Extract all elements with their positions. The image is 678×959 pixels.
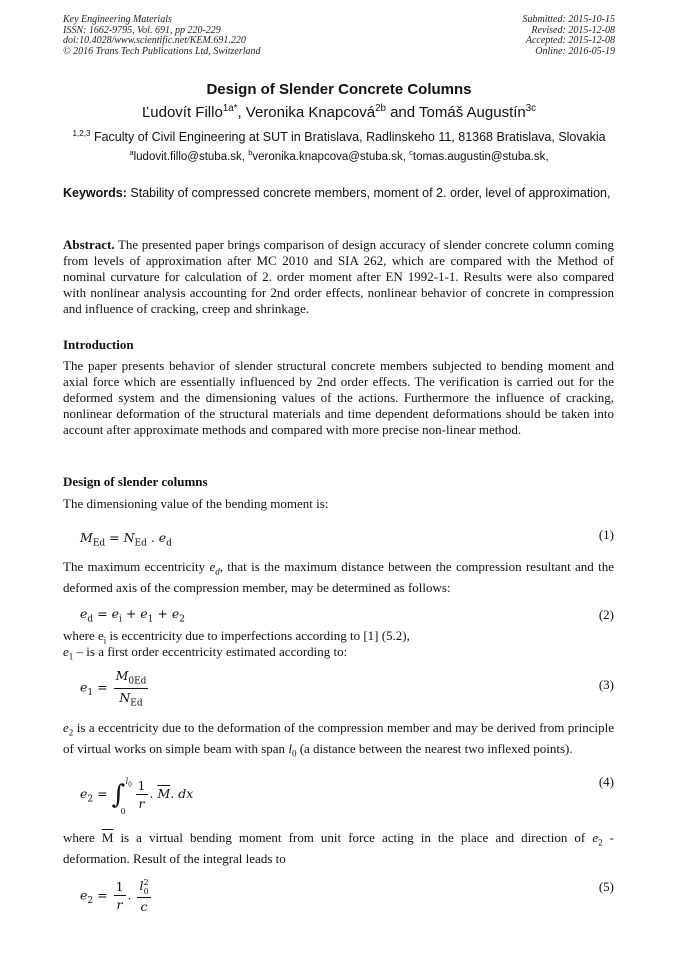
author-sep: , (237, 104, 246, 121)
email-link[interactable]: ludovit.fillo@stuba.sk, (133, 151, 249, 163)
author-sup: 3c (525, 103, 537, 114)
email-sup: a (129, 148, 134, 158)
introduction-heading: Introduction (63, 337, 134, 352)
equation-number: (2) (598, 607, 614, 622)
text-var: l (288, 740, 292, 756)
design-heading: Design of slender columns (63, 474, 208, 489)
equation-4: $e_2$ = ∫ $l_0$ 0 $\frac{1}{r}$ . $\overline{M}$. dx (80, 776, 194, 816)
text-run: where e (63, 628, 104, 643)
text-sub: 1 (68, 651, 74, 662)
text-sub: 0 (291, 748, 297, 759)
equation-number: (1) (598, 527, 614, 542)
header-line: © 2016 Trans Tech Publications Ltd, Switzerland (63, 45, 261, 57)
text-var: e (63, 720, 69, 735)
author-sup: 2b (375, 103, 386, 114)
text-sub: 2 (68, 727, 74, 738)
author-name: Tomáš Augustín (419, 104, 526, 121)
design-paragraph (63, 830, 614, 867)
text-run: - deformation. Result of the integral leads to (63, 830, 614, 866)
header-line: doi:10.4028/www.scientific.net/KEM.691.220 (63, 35, 246, 46)
keywords-text: Stability of compressed concrete members, moment of 2. order, level of approximation, (126, 186, 611, 200)
email-sup: b (248, 148, 253, 158)
author-sep: and (385, 104, 420, 121)
email-list (0, 148, 678, 163)
email-link[interactable]: veronika.knapcova@stuba.sk, (252, 151, 410, 163)
journal-header-right (523, 15, 616, 57)
abstract (63, 237, 614, 317)
text-run: is eccentricity due to imperfections according to [1] (5.2), (106, 628, 410, 643)
header-line: Submitted: 2015-10-15 (522, 14, 615, 25)
email-sup: c (409, 148, 413, 158)
header-line: ISSN: 1662-9795, Vol. 691, pp 220-229 (63, 24, 221, 36)
abstract-label: Abstract. (63, 237, 115, 252)
introduction-text: The paper presents behavior of slender structural concrete members subjected to bending moment and axial force which are essentially influenced by 2nd order effects. The verification is carried out for the deformed system and the dimensioning values of the actions. Furthermore the influence of cracking, nonlinear deformation of the structural materials and time dependent deformations should be taken into account after approximate methods and compared with more precise non-linear method. (63, 358, 614, 437)
equation-2: $e_d = e_i + e_1 + e_2$ (80, 606, 186, 625)
equation-5: $e_2$ = $\frac{1}{r}$ . $\frac{l^2_0}{c}$ (80, 877, 149, 914)
text-var: e (592, 830, 599, 845)
text-run: is a eccentricity due to the deformation of the compression member and may be derived from principle of virtual works on simple beam with span (63, 720, 614, 756)
equation-1: $M_{Ed} = N_{Ed}$ . $e_d$ (80, 530, 172, 549)
text-var: $\overline{M}$ (101, 830, 114, 845)
equation-number: (5) (598, 879, 614, 894)
design-paragraph (63, 644, 614, 665)
author-list (0, 104, 678, 121)
text-sub: 2 (598, 837, 603, 848)
author-sup: 1a* (222, 103, 238, 114)
affiliation-text: Faculty of Civil Engineering at SUT in Bratislava, Radlinskeho 11, 81368 Bratislava, Slovakia (90, 130, 606, 144)
header-line: Key Engineering Materials (63, 14, 172, 25)
text-run: (a distance between the nearest two inflexed points). (296, 740, 573, 756)
author-name: Ľudovít Fillo (141, 104, 223, 121)
equation-number: (3) (598, 677, 614, 692)
text-var: e (209, 559, 216, 574)
design-paragraph (63, 559, 614, 596)
text-sub: d (215, 566, 220, 577)
design-paragraph (63, 720, 614, 761)
text-run: , that is the maximum distance between the compression resultant and the deformed axis of the compression member, may be determined as follows: (63, 559, 614, 595)
header-line: Online: 2016-05-19 (535, 45, 615, 57)
affiliation-sup: 1,2,3 (72, 128, 91, 138)
paper-title: Design of Slender Concrete Columns (206, 81, 472, 98)
text-run: is a virtual bending moment from unit force acting in the place and direction of (113, 830, 593, 845)
author-name: Veronika Knapcová (245, 104, 376, 121)
design-paragraph: The dimensioning value of the bending moment is: (63, 496, 329, 511)
journal-header-left (63, 15, 261, 57)
affiliation (0, 130, 678, 144)
keywords-label: Keywords: (63, 186, 127, 200)
equation-3: $e_1$ = $\frac{M_{0Ed}}{N_{Ed}}$ (80, 668, 147, 708)
header-line: Revised: 2015-12-08 (531, 24, 615, 36)
text-sub: i (103, 635, 107, 646)
text-run: The maximum eccentricity (63, 559, 210, 574)
email-link[interactable]: tomas.augustin@stuba.sk, (412, 151, 549, 163)
keywords (63, 186, 614, 202)
text-var: e (63, 644, 69, 659)
equation-number: (4) (598, 774, 614, 789)
abstract-text: The presented paper brings comparison of design accuracy of slender concrete column coming from levels of approximation after MC 2010 and SIA 262, which are compared with the Method of nominal curvature for calculation of 2. order moment after EN 1992-1-1. Results were also compared with nonlinear analysis accounting for 2nd order effects, nonlinear behavior of concrete in compression and influence of cracking, creep and shrinkage. (63, 237, 614, 316)
text-run: where (63, 830, 102, 845)
text-run: – is a first order eccentricity estimated according to: (73, 644, 348, 659)
header-line: Accepted: 2015-12-08 (525, 35, 615, 46)
